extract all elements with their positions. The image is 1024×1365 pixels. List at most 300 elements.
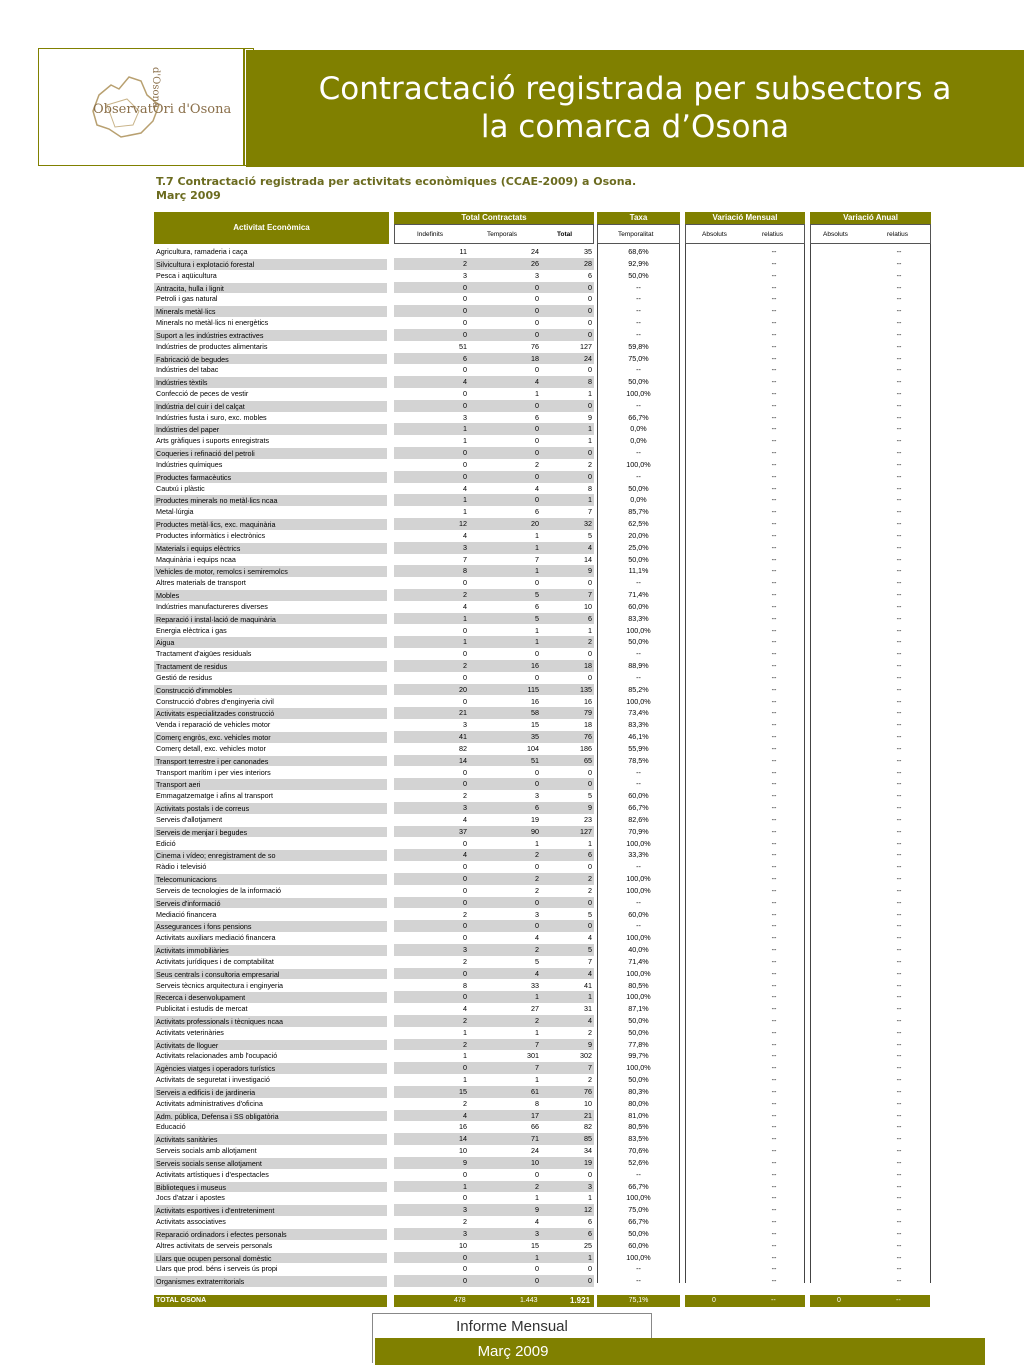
mensual-abs-cell bbox=[685, 589, 745, 601]
anual-abs-cell bbox=[810, 1275, 870, 1287]
anual-rel-cell: -- bbox=[896, 471, 902, 481]
anual-abs-cell bbox=[810, 897, 870, 909]
anual-abs-cell bbox=[810, 341, 870, 353]
total-cell: 0 bbox=[588, 318, 592, 327]
mensual-rel-cell: -- bbox=[771, 1193, 777, 1203]
activity-cell: Agències viatges i operadors turístics bbox=[154, 1062, 387, 1074]
temporals-cell: 2 bbox=[469, 1015, 541, 1027]
mensual-abs-cell bbox=[685, 731, 745, 743]
table-row bbox=[154, 1157, 931, 1169]
activity-cell: Telecomunicacions bbox=[154, 873, 387, 885]
anual-abs-cell bbox=[810, 1003, 870, 1015]
taxa-cell: -- bbox=[636, 862, 641, 872]
header-total-group bbox=[394, 212, 594, 224]
anual-abs-cell bbox=[810, 1169, 870, 1181]
temporals-cell: 24 bbox=[531, 247, 539, 256]
temporals-cell: 15 bbox=[531, 1240, 539, 1250]
temporals-cell: 0 bbox=[469, 423, 541, 435]
total-cell: 0 bbox=[588, 294, 592, 304]
mensual-rel-cell: -- bbox=[771, 483, 777, 493]
mensual-rel-cell: -- bbox=[771, 767, 777, 777]
anual-abs-cell bbox=[810, 471, 870, 483]
activity-cell: Indústries fusta i suro, exc. mobles bbox=[156, 412, 267, 422]
header-anual-absoluts: Absoluts bbox=[823, 231, 848, 238]
anual-abs-cell bbox=[810, 1062, 870, 1074]
mensual-rel-cell: -- bbox=[771, 1110, 777, 1120]
indefinits-cell: 4 bbox=[463, 1004, 467, 1014]
anual-rel-cell: -- bbox=[896, 578, 902, 588]
mensual-rel-cell: -- bbox=[771, 1276, 777, 1286]
taxa-cell: 85,2% bbox=[628, 684, 649, 694]
table-row bbox=[154, 1074, 931, 1086]
temporals-cell: 16 bbox=[531, 696, 539, 706]
temporals-cell: 20 bbox=[469, 518, 541, 530]
mensual-rel-cell: -- bbox=[771, 377, 777, 387]
total-label: TOTAL OSONA bbox=[154, 1295, 387, 1307]
mensual-abs-cell bbox=[685, 1240, 745, 1252]
mensual-rel-cell: -- bbox=[771, 412, 777, 422]
indefinits-cell: 0 bbox=[394, 897, 469, 909]
anual-rel-cell: -- bbox=[896, 874, 902, 883]
temporals-cell: 0 bbox=[535, 294, 539, 304]
total-cell: 18 bbox=[541, 660, 594, 672]
total-cell: 28 bbox=[541, 258, 594, 270]
mensual-abs-cell bbox=[685, 790, 745, 802]
mensual-rel-cell: -- bbox=[771, 696, 777, 706]
total-cell: 23 bbox=[584, 814, 592, 824]
temporals-cell: 0 bbox=[469, 494, 541, 506]
indefinits-cell: 11 bbox=[459, 247, 467, 256]
mensual-rel-cell: -- bbox=[771, 637, 777, 647]
activity-cell: Altres materials de transport bbox=[156, 578, 246, 588]
temporals-cell: 6 bbox=[469, 802, 541, 814]
mensual-abs-cell bbox=[685, 636, 745, 648]
activity-cell: Indústries de productes alimentaris bbox=[156, 341, 268, 351]
mensual-rel-cell: -- bbox=[771, 814, 777, 824]
mensual-abs-cell bbox=[685, 861, 745, 873]
mensual-abs-cell bbox=[685, 518, 745, 530]
mensual-rel-cell: -- bbox=[771, 980, 777, 990]
anual-abs-cell bbox=[810, 542, 870, 554]
anual-rel-cell: -- bbox=[896, 1051, 902, 1061]
table-row bbox=[154, 897, 931, 909]
activity-cell: Productes minerals no metàl·lics ncaa bbox=[154, 494, 387, 506]
temporals-cell: 4 bbox=[469, 968, 541, 980]
activity-cell: Arts gràfiques i suports enregistrats bbox=[156, 436, 270, 446]
temporals-cell: 2 bbox=[535, 459, 539, 469]
activity-cell: Llars que ocupen personal domèstic bbox=[154, 1252, 387, 1264]
table-title-line2: Març 2009 bbox=[156, 189, 221, 202]
total-cell: 79 bbox=[541, 707, 594, 719]
taxa-cell: -- bbox=[636, 578, 641, 588]
total-cell: 6 bbox=[541, 1228, 594, 1240]
indefinits-cell: 4 bbox=[463, 601, 467, 611]
indefinits-cell: 0 bbox=[394, 968, 469, 980]
anual-abs-cell bbox=[810, 1240, 870, 1252]
taxa-cell: -- bbox=[636, 282, 641, 292]
indefinits-cell: 3 bbox=[463, 720, 467, 730]
temporals-cell: 61 bbox=[469, 1086, 541, 1098]
anual-rel-cell: -- bbox=[896, 542, 902, 552]
indefinits-cell: 0 bbox=[463, 933, 467, 943]
anual-abs-cell bbox=[810, 447, 870, 459]
total-cell: 19 bbox=[541, 1157, 594, 1169]
mensual-rel-cell: -- bbox=[771, 329, 777, 339]
anual-rel-cell: -- bbox=[896, 1193, 902, 1203]
temporals-cell: 19 bbox=[531, 814, 539, 824]
temporals-cell: 0 bbox=[469, 447, 541, 459]
mensual-rel-cell: -- bbox=[771, 1240, 777, 1250]
taxa-cell: 78,5% bbox=[628, 755, 649, 765]
mensual-abs-cell bbox=[685, 494, 745, 506]
taxa-cell: 100,0% bbox=[626, 874, 651, 883]
anual-abs-cell bbox=[810, 400, 870, 412]
mensual-rel-cell: -- bbox=[771, 306, 777, 316]
mensual-abs-cell bbox=[685, 743, 745, 755]
total-cell: 186 bbox=[580, 743, 592, 753]
anual-abs-cell bbox=[810, 625, 870, 637]
anual-abs-cell bbox=[810, 968, 870, 980]
mensual-rel-cell: -- bbox=[771, 554, 777, 564]
anual-abs-cell bbox=[810, 554, 870, 566]
table-row bbox=[154, 1050, 931, 1062]
anual-rel-cell: -- bbox=[896, 1134, 902, 1144]
activity-cell: Activitats especialitzades construcció bbox=[154, 707, 387, 719]
indefinits-cell: 10 bbox=[459, 1240, 467, 1250]
taxa-cell: 50,0% bbox=[628, 554, 649, 564]
taxa-cell: 50,0% bbox=[628, 483, 649, 493]
header-anual-group bbox=[810, 212, 931, 224]
header-activity bbox=[154, 212, 389, 244]
anual-abs-cell bbox=[810, 353, 870, 365]
indefinits-cell: 1 bbox=[394, 613, 469, 625]
activity-cell: Reparació i instal·lació de maquinària bbox=[154, 613, 387, 625]
activity-cell: Indústria del cuir i del calçat bbox=[154, 400, 387, 412]
activity-cell: Cinema i vídeo; enregistrament de so bbox=[154, 849, 387, 861]
activity-cell: Altres activitats de serveis personals bbox=[156, 1240, 273, 1250]
mensual-abs-cell bbox=[685, 1157, 745, 1169]
total-cell: 1 bbox=[588, 436, 592, 446]
temporals-cell: 76 bbox=[531, 341, 539, 351]
anual-rel-cell: -- bbox=[896, 862, 902, 872]
anual-abs-cell bbox=[810, 1098, 870, 1110]
indefinits-cell: 0 bbox=[394, 1062, 469, 1074]
activity-cell: Pesca i aqüicultura bbox=[156, 270, 217, 280]
mensual-rel-cell: -- bbox=[771, 1157, 777, 1167]
anual-abs-cell bbox=[810, 743, 870, 755]
mensual-rel-cell: -- bbox=[771, 672, 777, 682]
anual-abs-cell bbox=[810, 1050, 870, 1062]
taxa-cell: -- bbox=[636, 672, 641, 682]
taxa-cell: 100,0% bbox=[626, 696, 651, 706]
mensual-rel-cell: -- bbox=[771, 341, 777, 351]
activity-cell: Serveis d'allotjament bbox=[156, 814, 223, 824]
activity-cell: Transport aeri bbox=[154, 778, 387, 790]
anual-rel-cell: -- bbox=[896, 980, 902, 990]
mensual-abs-cell bbox=[685, 1121, 745, 1133]
mensual-abs-cell bbox=[685, 1098, 745, 1110]
mensual-abs-cell bbox=[685, 660, 745, 672]
header-activity-label: Activitat Econòmica bbox=[233, 223, 310, 232]
anual-rel-cell: -- bbox=[896, 1146, 902, 1156]
temporals-cell: 0 bbox=[469, 282, 541, 294]
mensual-abs-cell bbox=[685, 968, 745, 980]
header-mensual-absoluts: Absoluts bbox=[702, 231, 727, 238]
table-row bbox=[154, 1086, 931, 1098]
taxa-cell: 62,5% bbox=[628, 519, 649, 529]
activity-cell: Activitats administratives d'oficina bbox=[156, 1098, 263, 1108]
header-mensual-sub bbox=[685, 224, 805, 244]
indefinits-cell: 1 bbox=[394, 636, 469, 648]
mensual-rel-cell: -- bbox=[771, 803, 777, 812]
taxa-cell: 66,7% bbox=[628, 1181, 649, 1191]
anual-rel-cell: -- bbox=[896, 1075, 902, 1085]
total-mensual-rel: -- bbox=[771, 1297, 776, 1304]
anual-rel-cell: -- bbox=[896, 365, 902, 375]
anual-abs-cell bbox=[810, 660, 870, 672]
mensual-abs-cell bbox=[685, 1252, 745, 1264]
table-row bbox=[154, 270, 931, 282]
anual-abs-cell bbox=[810, 719, 870, 731]
anual-rel-cell: -- bbox=[896, 1264, 902, 1274]
mensual-abs-cell bbox=[685, 920, 745, 932]
indefinits-cell: 0 bbox=[394, 920, 469, 932]
taxa-cell: 100,0% bbox=[626, 992, 651, 1002]
indefinits-cell: 0 bbox=[463, 459, 467, 469]
taxa-cell: 77,8% bbox=[628, 1039, 649, 1049]
anual-rel-cell: -- bbox=[896, 247, 902, 256]
indefinits-cell: 4 bbox=[463, 483, 467, 493]
mensual-rel-cell: -- bbox=[771, 436, 777, 446]
anual-rel-cell: -- bbox=[896, 850, 902, 860]
table-row bbox=[154, 1039, 931, 1051]
anual-rel-cell: -- bbox=[896, 601, 902, 611]
activity-cell: Venda i reparació de vehicles motor bbox=[156, 720, 271, 730]
observatori-logo bbox=[49, 55, 232, 161]
activity-cell: Vehicles de motor, remolcs i semiremolcs bbox=[154, 565, 387, 577]
mensual-rel-cell: -- bbox=[771, 850, 777, 860]
temporals-cell: 115 bbox=[469, 684, 541, 696]
temporals-cell: 0 bbox=[535, 1264, 539, 1274]
anual-rel-cell: -- bbox=[896, 779, 902, 789]
page-title bbox=[246, 70, 1024, 146]
indefinits-cell: 2 bbox=[394, 258, 469, 270]
activity-cell: Aigua bbox=[154, 636, 387, 648]
activity-cell: Activitats immobiliàries bbox=[154, 944, 387, 956]
mensual-abs-cell bbox=[685, 648, 745, 660]
mensual-rel-cell: -- bbox=[771, 353, 777, 363]
indefinits-cell: 2 bbox=[394, 1015, 469, 1027]
table-row bbox=[154, 554, 931, 566]
indefinits-cell: 8 bbox=[463, 980, 467, 990]
header-total: Total bbox=[557, 231, 573, 238]
temporals-cell: 1 bbox=[535, 389, 539, 398]
total-cell: 5 bbox=[541, 944, 594, 956]
total-cell: 8 bbox=[588, 483, 592, 493]
mensual-abs-cell bbox=[685, 258, 745, 270]
table-row bbox=[154, 1027, 931, 1039]
total-cell: 9 bbox=[541, 1039, 594, 1051]
taxa-cell: 70,9% bbox=[628, 826, 649, 836]
total-cell: 5 bbox=[588, 530, 592, 540]
mensual-abs-cell bbox=[685, 719, 745, 731]
temporals-cell: 4 bbox=[535, 1217, 539, 1227]
taxa-cell: -- bbox=[636, 448, 641, 458]
mensual-rel-cell: -- bbox=[771, 909, 777, 919]
anual-rel-cell: -- bbox=[896, 672, 902, 682]
table-row bbox=[154, 838, 931, 850]
taxa-cell: 68,6% bbox=[628, 247, 649, 256]
total-cell: 0 bbox=[541, 447, 594, 459]
activity-cell: Edició bbox=[156, 838, 176, 848]
mensual-abs-cell bbox=[685, 1003, 745, 1015]
mensual-rel-cell: -- bbox=[771, 1264, 777, 1274]
anual-abs-cell bbox=[810, 364, 870, 376]
anual-rel-cell: -- bbox=[896, 885, 902, 895]
activity-cell: Reparació ordinadors i efectes personals bbox=[154, 1228, 387, 1240]
anual-abs-cell bbox=[810, 388, 870, 400]
mensual-abs-cell bbox=[685, 1074, 745, 1086]
activity-cell: Confecció de peces de vestir bbox=[156, 389, 249, 398]
temporals-cell: 35 bbox=[469, 731, 541, 743]
table-row bbox=[154, 565, 931, 577]
temporals-cell: 7 bbox=[535, 554, 539, 564]
indefinits-cell: 4 bbox=[463, 814, 467, 824]
temporals-cell: 4 bbox=[535, 483, 539, 493]
anual-abs-cell bbox=[810, 577, 870, 589]
total-cell: 127 bbox=[580, 341, 592, 351]
temporals-cell: 26 bbox=[469, 258, 541, 270]
mensual-rel-cell: -- bbox=[771, 1063, 777, 1073]
table-row bbox=[154, 802, 931, 814]
total-cell: 85 bbox=[541, 1133, 594, 1145]
footer-report-label: Informe Mensual bbox=[456, 1318, 568, 1335]
taxa-cell: 100,0% bbox=[626, 1252, 651, 1262]
anual-abs-cell bbox=[810, 589, 870, 601]
indefinits-cell: 0 bbox=[394, 991, 469, 1003]
temporals-cell: 24 bbox=[531, 1146, 539, 1156]
table-row bbox=[154, 767, 931, 779]
table-row bbox=[154, 719, 931, 731]
taxa-cell: 75,0% bbox=[628, 1205, 649, 1215]
anual-abs-cell bbox=[810, 1263, 870, 1275]
anual-abs-cell bbox=[810, 305, 870, 317]
activity-cell: Transport terrestre i per canonades bbox=[154, 755, 387, 767]
table-row bbox=[154, 1192, 931, 1204]
temporals-cell: 0 bbox=[535, 649, 539, 659]
anual-abs-cell bbox=[810, 1133, 870, 1145]
temporals-cell: 17 bbox=[469, 1110, 541, 1122]
taxa-cell: 100,0% bbox=[626, 1063, 651, 1073]
taxa-cell: 85,7% bbox=[628, 507, 649, 517]
mensual-rel-cell: -- bbox=[771, 897, 777, 907]
header-indefinits: Indefinits bbox=[417, 231, 444, 238]
mensual-rel-cell: -- bbox=[771, 1027, 777, 1037]
temporals-cell: 1 bbox=[469, 636, 541, 648]
mensual-abs-cell bbox=[685, 625, 745, 637]
total-cell: 24 bbox=[541, 353, 594, 365]
mensual-rel-cell: -- bbox=[771, 400, 777, 410]
anual-abs-cell bbox=[810, 1145, 870, 1157]
activity-cell: Silvicultura i explotació forestal bbox=[154, 258, 387, 270]
anual-abs-cell bbox=[810, 376, 870, 388]
temporals-cell: 2 bbox=[469, 1181, 541, 1193]
activity-cell: Adm. pública, Defensa i SS obligatòria bbox=[154, 1110, 387, 1122]
taxa-cell: 0,0% bbox=[630, 495, 647, 505]
mensual-abs-cell bbox=[685, 755, 745, 767]
mensual-abs-cell bbox=[685, 932, 745, 944]
mensual-abs-cell bbox=[685, 1169, 745, 1181]
temporals-cell: 2 bbox=[469, 849, 541, 861]
table-row bbox=[154, 920, 931, 932]
indefinits-cell: 20 bbox=[394, 684, 469, 696]
mensual-abs-cell bbox=[685, 909, 745, 921]
indefinits-cell: 10 bbox=[459, 1146, 467, 1156]
mensual-rel-cell: -- bbox=[771, 921, 777, 931]
total-cell: 0 bbox=[588, 365, 592, 375]
temporals-cell: 0 bbox=[469, 471, 541, 483]
table-row bbox=[154, 625, 931, 637]
mensual-rel-cell: -- bbox=[771, 1181, 777, 1191]
anual-rel-cell: -- bbox=[896, 270, 902, 280]
mensual-abs-cell bbox=[685, 459, 745, 471]
anual-rel-cell: -- bbox=[896, 1098, 902, 1108]
activity-cell: Ràdio i televisió bbox=[156, 862, 207, 872]
header-anual-relatius: relatius bbox=[887, 231, 908, 238]
anual-abs-cell bbox=[810, 909, 870, 921]
temporals-cell: 71 bbox=[469, 1133, 541, 1145]
taxa-cell: 60,0% bbox=[628, 601, 649, 611]
anual-rel-cell: -- bbox=[896, 1228, 902, 1238]
total-cell: 0 bbox=[588, 672, 592, 682]
taxa-cell: -- bbox=[636, 306, 641, 316]
table-row bbox=[154, 1228, 931, 1240]
table-row bbox=[154, 459, 931, 471]
table-row bbox=[154, 282, 931, 294]
activity-cell: Activitats artístiques i d'espectacles bbox=[156, 1169, 269, 1179]
anual-abs-cell bbox=[810, 1181, 870, 1193]
table-row bbox=[154, 494, 931, 506]
indefinits-cell: 1 bbox=[394, 1181, 469, 1193]
indefinits-cell: 0 bbox=[394, 471, 469, 483]
total-mensual bbox=[685, 1295, 805, 1307]
anual-abs-cell bbox=[810, 861, 870, 873]
anual-rel-cell: -- bbox=[896, 791, 902, 801]
anual-rel-cell: -- bbox=[896, 1205, 902, 1215]
header-taxa-group bbox=[597, 212, 680, 224]
total-cell: 1 bbox=[541, 1252, 594, 1264]
taxa-cell: 0,0% bbox=[630, 424, 647, 434]
indefinits-cell: 2 bbox=[394, 589, 469, 601]
activity-cell: Publicitat i estudis de mercat bbox=[156, 1004, 248, 1014]
anual-rel-cell: -- bbox=[896, 1217, 902, 1227]
taxa-cell: -- bbox=[636, 649, 641, 659]
mensual-rel-cell: -- bbox=[771, 590, 777, 600]
anual-abs-cell bbox=[810, 258, 870, 270]
table-row bbox=[154, 991, 931, 1003]
temporals-cell: 1 bbox=[469, 1252, 541, 1264]
indefinits-cell: 0 bbox=[394, 282, 469, 294]
mensual-rel-cell: -- bbox=[771, 1075, 777, 1085]
header-mensual-relatius: relatius bbox=[762, 231, 783, 238]
taxa-cell: -- bbox=[636, 779, 641, 789]
temporals-cell: 1 bbox=[469, 991, 541, 1003]
anual-abs-cell bbox=[810, 1015, 870, 1027]
anual-rel-cell: -- bbox=[896, 483, 902, 493]
indefinits-cell: 3 bbox=[394, 802, 469, 814]
total-cell: 6 bbox=[541, 613, 594, 625]
mensual-abs-cell bbox=[685, 684, 745, 696]
